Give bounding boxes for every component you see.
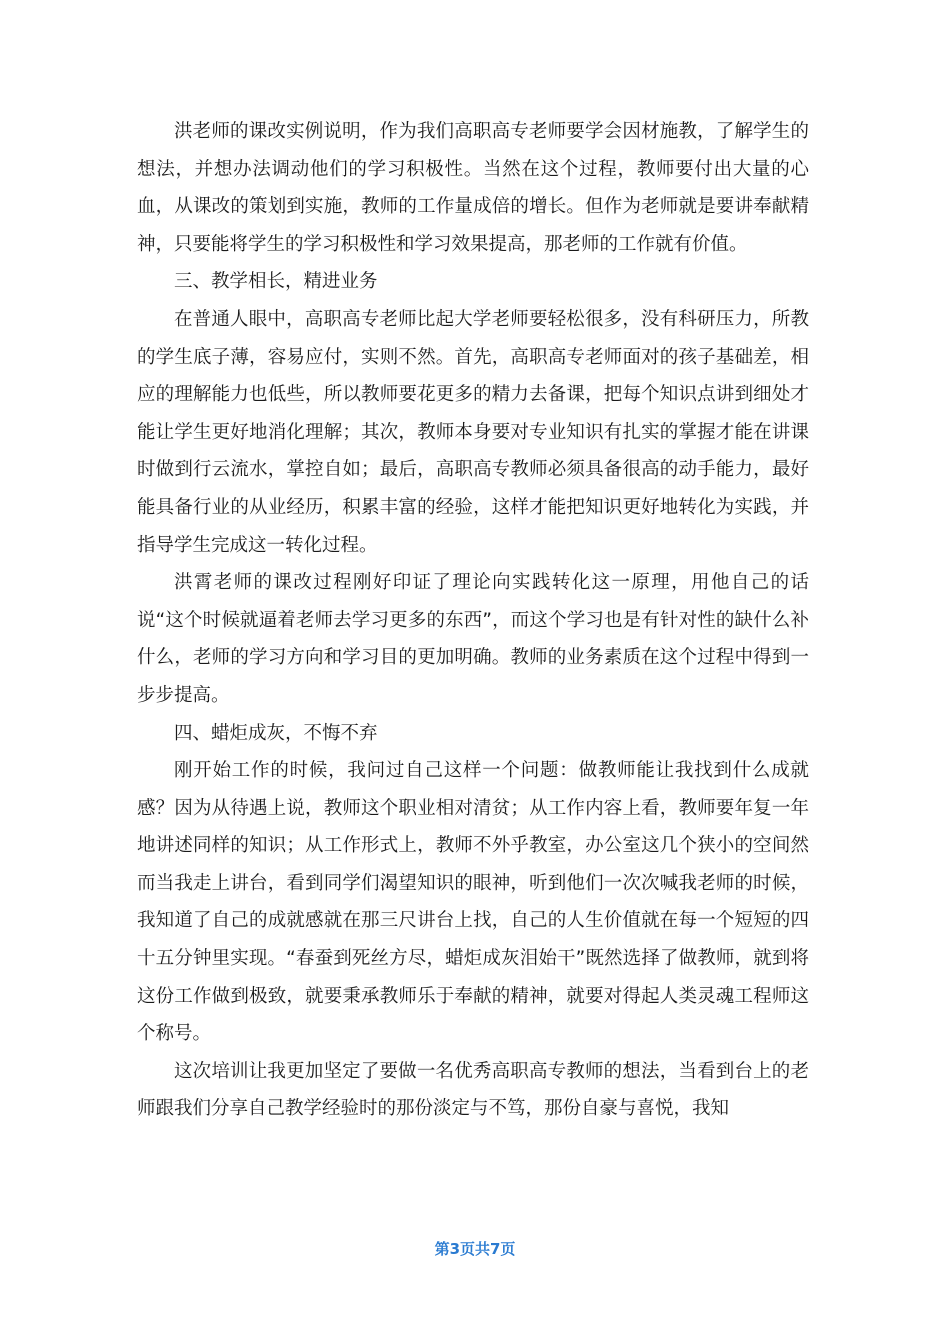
paragraph: 洪老师的课改实例说明，作为我们高职高专老师要学会因材施教，了解学生的想法，并想办法调动他们的学习积极性。当然在这个过程，教师要付出大量的心血，从课改的策划到实施，教师的工作量成倍的增长。但作为老师就是要讲奉献精神，只要能将学生的学习积极性和学习效果提高，那老师的工作就有价值。 [137, 121, 809, 255]
paragraph: 在普通人眼中，高职高专老师比起大学老师要轻松很多，没有科研压力，所教的学生底子薄，容易应付，实则不然。首先，高职高专老师面对的孩子基础差，相应的理解能力也低些，所以教师要花更多的精力去备课，把每个知识点讲到细处才能让学生更好地消化理解；其次，教师本身要对专业知识有扎实的掌握才能在讲课时做到行云流水，掌控自如；最后，高职高专教师必须具备很高的动手能力，最好能具备行业的从业经历，积累丰富的经验，这样才能把知识更好地转化为实践，并指导学生完成这一转化过程。 [137, 308, 809, 556]
paragraph: 刚开始工作的时候，我问过自己这样一个问题：做教师能让我找到什么成就感？因为从待遇上说，教师这个职业相对清贫；从工作内容上看，教师要年复一年地讲述同样的知识；从工作形式上，教师不外乎教室，办公室这几个狭小的空间然而当我走上讲台，看到同学们渴望知识的眼神，听到他们一次次喊我老师的时候，我知道了自己的成就感就在那三尺讲台上找，自己的人生价值就在每一个短短的四十五分钟里实现。“春蚕到死丝方尽，蜡炬成灰泪始干”既然选择了做教师，就到将这份工作做到极致，就要秉承教师乐于奉献的精神，就要对得起人类灵魂工程师这个称号。 [137, 760, 809, 1045]
paragraph: 这次培训让我更加坚定了要做一名优秀高职高专教师的想法，当看到台上的老师跟我们分享自己教学经验时的那份淡定与不笃，那份自豪与喜悦，我知 [137, 1060, 809, 1120]
page-number: 第3页共7页 [434, 1240, 516, 1258]
section-heading: 四、蜡炬成灰，不悔不弃 [174, 722, 378, 744]
paragraph: 洪霄老师的课改过程刚好印证了理论向实践转化这一原理，用他自己的话说“这个时候就逼着老师去学习更多的东西”，而这个学习也是有针对性的缺什么补什么，老师的学习方向和学习目的更加明确。教师的业务素质在这个过程中得到一步步提高。 [137, 572, 809, 706]
section-heading: 三、教学相长，精进业务 [174, 271, 378, 293]
document-body [137, 113, 809, 1128]
